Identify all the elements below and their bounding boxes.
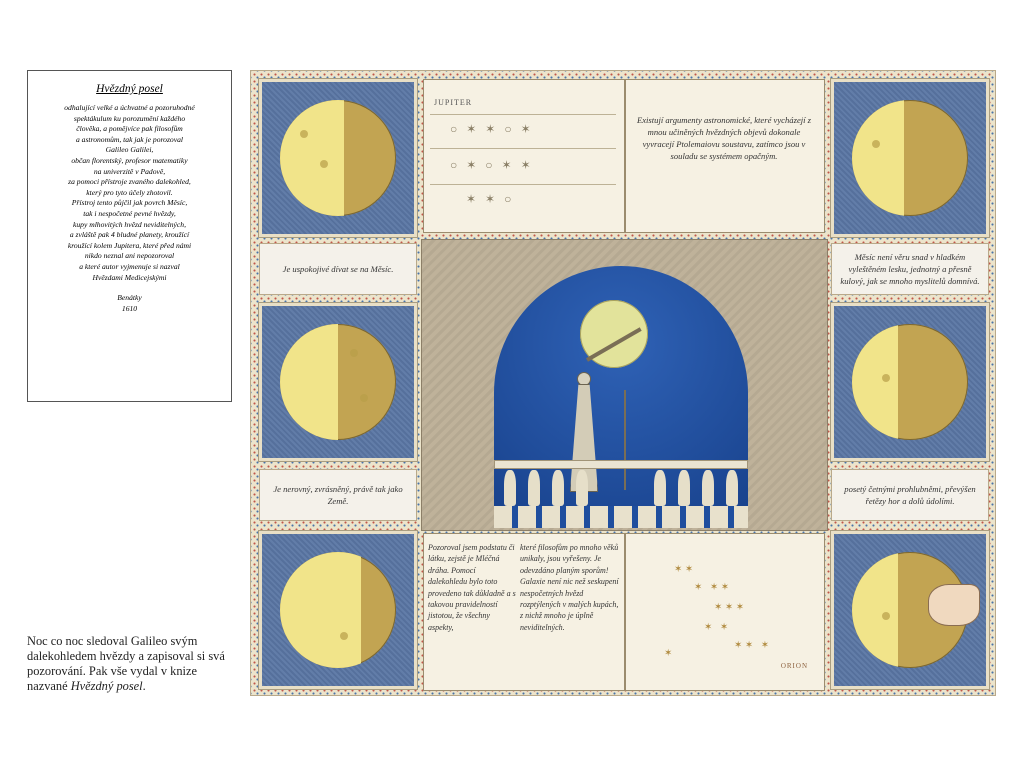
title-line: za pomoci přístroje zvaného dalekohled, bbox=[68, 177, 191, 187]
title-line: tak i nespočetné pevné hvězdy, bbox=[83, 208, 176, 218]
bottom-book bbox=[423, 533, 825, 691]
orion-star-chart: ✶ ✶ ✶ ✶ ✶ ✶ ✶ ✶ ✶ ✶ ✶ ✶ ✶ ✶ ORION bbox=[664, 564, 808, 670]
card-right-top: Měsíc není věru snad v hladkém vyleštěném lesku, jednotný a přesně kulový, jak se mnoho myslitelů domnívá. bbox=[831, 243, 989, 295]
title-line: který pro tyto účely zhotovil. bbox=[86, 187, 173, 197]
title-line: a astronomům, tak jak je porozoval bbox=[75, 134, 183, 144]
caption-end: . bbox=[142, 679, 146, 693]
title-line: a které autor vyjmenuje si nazval bbox=[79, 261, 180, 271]
jupiter-observation-chart: JUPITER ○ ✶ ✶ ○ ✶ ○ ✶ ○ ✶ ✶ ✶ ✶ ○ bbox=[430, 88, 616, 218]
jupiter-label: JUPITER bbox=[434, 98, 473, 107]
caption bbox=[27, 634, 237, 694]
title-line: Hvězdami Medicejskými bbox=[92, 272, 167, 282]
moon-panel-left-top bbox=[259, 79, 417, 237]
moon-illustration bbox=[280, 552, 396, 668]
moon-illustration bbox=[852, 100, 968, 216]
balustrade bbox=[494, 460, 748, 506]
caption-book-title: Hvězdný posel bbox=[70, 679, 143, 693]
orion-label: ORION bbox=[780, 662, 808, 670]
top-book-right-page: Existují argumenty astronomické, které vycházejí z mnou učiněných hvězdných objevů dokonale vyvracejí Ptolemaiovu soustavu, zatímco jsou v souladu se systémem opačným. bbox=[636, 115, 812, 161]
card-right-bottom: posetý četnými prohlubněmi, převýšen řetězy hor a dolů údolími. bbox=[831, 469, 989, 521]
floor bbox=[494, 506, 748, 528]
title-line: spektákulum ku porozumění každého bbox=[73, 113, 186, 123]
title-line: na univerzitě v Padově, bbox=[93, 166, 166, 176]
moon-panel-right-bottom bbox=[831, 531, 989, 689]
title-line: občan florentský, profesor matematiky bbox=[71, 155, 188, 165]
caption-text: Noc co noc sledoval Galileo svým dalekohledem hvězdy a zapisoval si svá pozorování. Pak vše vydal v knize nazvané bbox=[27, 634, 225, 693]
title-line: a zvláště pak 4 bludné planety, kroužící bbox=[69, 230, 190, 240]
title-line: kupy mlhovitých hvězd neviditelných, bbox=[72, 219, 186, 229]
moon-illustration bbox=[852, 324, 968, 440]
hand-with-pen-icon bbox=[928, 584, 980, 626]
moon-illustration bbox=[280, 100, 396, 216]
year: 1610 bbox=[121, 303, 138, 313]
place: Benátky bbox=[117, 293, 142, 303]
moon-illustration bbox=[280, 324, 396, 440]
illustration bbox=[250, 70, 996, 696]
title-line: nikdo neznal ani nepozoroval bbox=[84, 251, 175, 261]
moon-panel-left-bottom bbox=[259, 531, 417, 689]
card-left-top: Je uspokojivé dívat se na Měsíc. bbox=[259, 243, 417, 295]
title-line: Přístroj tento půjčil jak povrch Měsíc, bbox=[71, 198, 188, 208]
title-page-box bbox=[27, 70, 232, 402]
top-book bbox=[423, 79, 825, 233]
card-left-bottom: Je nerovný, zvrásněný, právě tak jako Země. bbox=[259, 469, 417, 521]
arch-scene bbox=[421, 239, 828, 531]
title-page-text bbox=[34, 103, 225, 314]
moon-panel-right-middle bbox=[831, 303, 989, 461]
title-line: kroužící kolem Jupitera, které před námi bbox=[67, 240, 192, 250]
title-line: člověka, a pomějvíce pak filosofům bbox=[76, 124, 183, 134]
title-line: odhalující velké a úchvatné a pozoruhodné bbox=[64, 103, 195, 112]
title-page-heading: Hvězdný posel bbox=[96, 83, 163, 95]
title-line: Galileo Galilei, bbox=[105, 145, 154, 155]
moon-panel-left-middle bbox=[259, 303, 417, 461]
bottom-book-left-page-b: které filosofům po mnoho věků unikaly, jsou vyřešeny. Je odevzdáno planým sporům! Galaxie není nic než seskupení nespočetných hvězd rozptýlených v malých kupách, z nichž mnoho je úplně neviditelných. bbox=[520, 543, 619, 632]
bottom-book-left-page-a: Pozoroval jsem podstatu či látku, zejstě je Mléčná dráha. Pomocí dalekohledu bylo toto provedeno tak důkladně a s takovou pravidelností jistotou, že všechny aspekty, bbox=[428, 543, 516, 632]
moon-panel-right-top bbox=[831, 79, 989, 237]
